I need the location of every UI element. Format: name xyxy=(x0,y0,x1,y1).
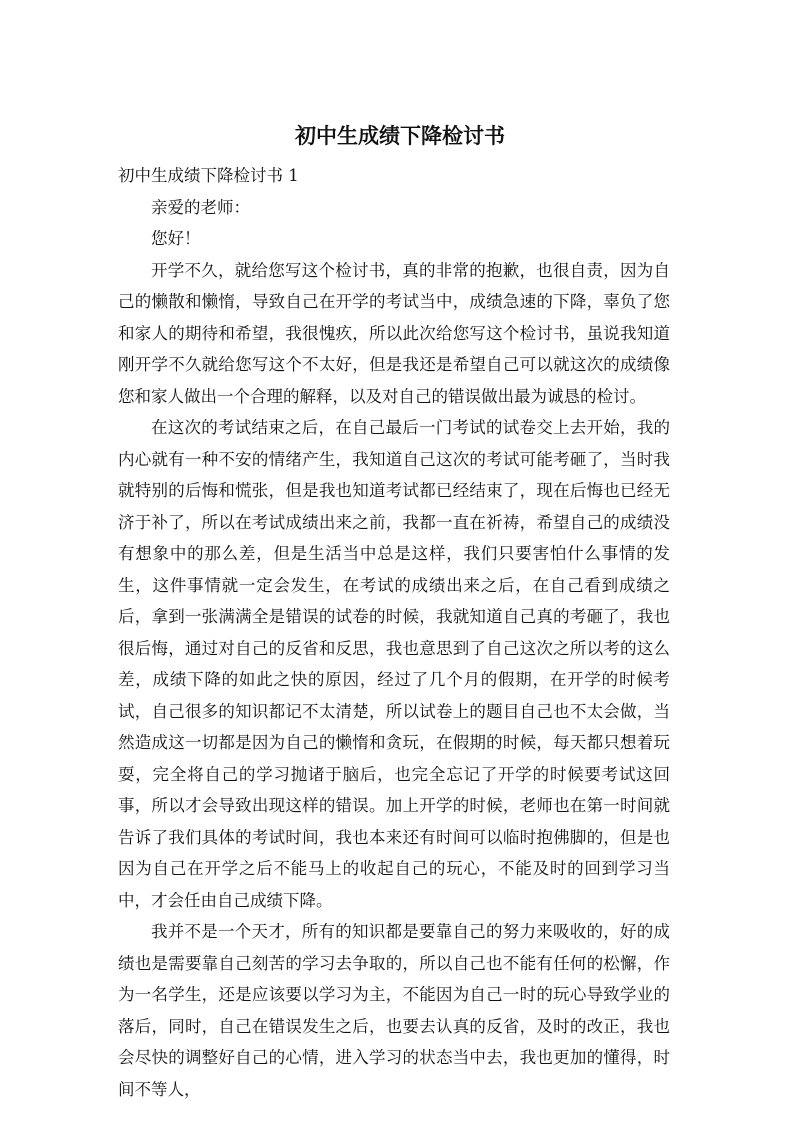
greeting: 您好！ xyxy=(151,229,201,248)
paragraph-3: 我并不是一个天才，所有的知识都是要靠自己的努力来吸收的，好的成绩也是需要靠自己刻苦的学习去争取的，所以自己也不能有任何的松懈，作为一名学生，还是应该要以学习为主，不能因为自己一时的玩心导致学业的落后，同时，自己在错误发生之后，也要去认真的反省，及时的改正，我也会尽快的调整好自己的心情，进入学习的状态当中去，我也更加的懂得，时间不等人， xyxy=(118,922,670,1099)
salutation: 亲爱的老师： xyxy=(151,197,250,217)
document-title: 初中生成绩下降检讨书 xyxy=(295,124,505,148)
paragraph-2: 在这次的考试结束之后，在自己最后一门考试的试卷交上去开始，我的内心就有一种不安的情绪产生，我知道自己这次的考试可能考砸了，当时我就特别的后悔和慌张，但是我也知道考试都已经结束了，现在后悔也已经无济于补了，所以在考试成绩出来之前，我都一直在祈祷，希望自己的成绩没有想象中的那么差，但是生活当中总是这样，我们只要害怕什么事情的发生，这件事情就一定会发生，在考试的成绩出来之后，在自己看到成绩之后，拿到一张满满全是错误的试卷的时候，我就知道自己真的考砸了，我也很后悔，通过对自己的反省和反思，我也意思到了自己这次之所以考的这么差，成绩下降的如此之快的原因，经过了几个月的假期，在开学的时候考试，自己很多的知识都记不太清楚，所以试卷上的题目自己也不太会做，当然造成这一切都是因为自己的懒惰和贪玩，在假期的时候，每天都只想着玩耍，完全将自己的学习抛诸于脑后，也完全忘记了开学的时候要考试这回事，所以才会导致出现这样的错误。加上开学的时候，老师也在第一时间就告诉了我们具体的考试时间，我也本来还有时间可以临时抱佛脚的，但是也因为自己在开学之后不能马上的收起自己的玩心，不能及时的回到学习当中，才会任由自己成绩下降。 xyxy=(118,418,670,910)
paragraph-1: 开学不久，就给您写这个检讨书，真的非常的抱歉，也很自责，因为自己的懒散和懒惰，导致自己在开学的考试当中，成绩急速的下降，辜负了您和家人的期待和希望，我很愧疚，所以此次给您写这个检讨书，虽说我知道刚开学不久就给您写这个不太好，但是我还是希望自己可以就这次的成绩像您和家人做出一个合理的解释，以及对自己的错误做出最为诚恳的检讨。 xyxy=(118,260,670,406)
document-subtitle: 初中生成绩下降检讨书 1 xyxy=(118,166,299,185)
document-body xyxy=(118,160,670,1105)
